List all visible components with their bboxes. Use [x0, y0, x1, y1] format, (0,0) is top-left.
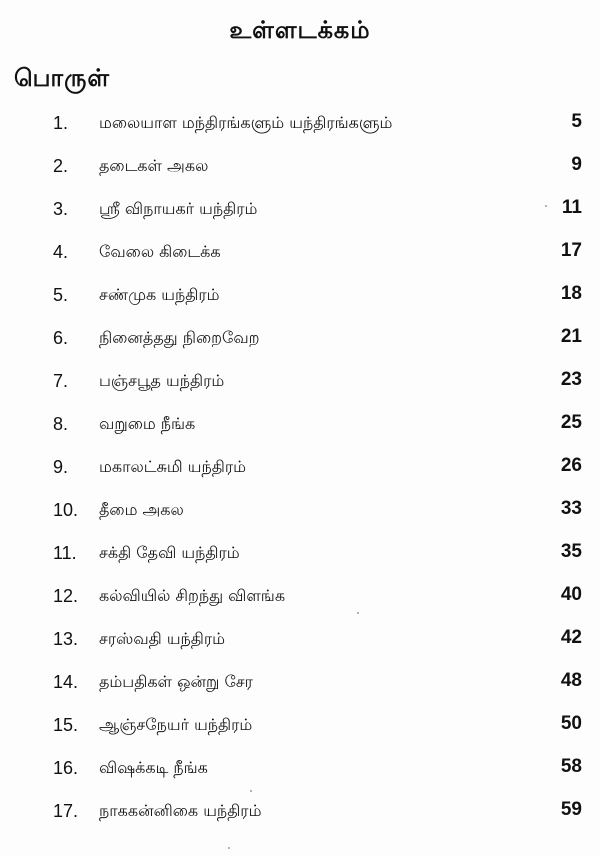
section-heading: பொருள்	[14, 64, 110, 92]
toc-entry	[0, 144, 600, 187]
page-title: உள்ளடக்கம்	[229, 16, 371, 44]
entry-title: விஷக்கடி நீங்க	[99, 758, 208, 777]
entry-number: 17.	[53, 801, 79, 821]
entry-number: 11.	[53, 543, 77, 563]
toc-entry	[0, 703, 600, 746]
entry-title: பஞ்சபூத யந்திரம்	[99, 371, 225, 390]
entry-page-number: 40	[560, 584, 582, 605]
entry-page-number: 23	[560, 369, 582, 390]
entry-page-number: 33	[560, 498, 582, 519]
toc-entry	[0, 746, 600, 789]
entry-page-number: 17	[560, 240, 582, 261]
toc-entry	[0, 230, 600, 273]
entry-page-number: 42	[560, 627, 582, 648]
toc-entry	[0, 273, 600, 316]
entry-page-number: 21	[560, 326, 582, 347]
entry-page-number: 26	[560, 455, 582, 476]
entry-number: 6.	[53, 328, 69, 348]
entry-page-number: 9	[571, 154, 582, 175]
entry-number: 14.	[53, 672, 79, 692]
print-speck	[357, 612, 359, 614]
entry-page-number: 11	[561, 197, 582, 218]
toc-entry	[0, 660, 600, 703]
entry-title: சக்தி தேவி யந்திரம்	[99, 543, 240, 562]
entry-number: 16.	[53, 758, 79, 778]
entry-title: வறுமை நீங்க	[99, 414, 196, 433]
entry-number: 9.	[53, 457, 69, 477]
entry-number: 3.	[53, 199, 69, 219]
toc-entry	[0, 617, 600, 660]
entry-page-number: 25	[560, 412, 582, 433]
entry-number: 2.	[53, 156, 69, 176]
entry-number: 5.	[53, 285, 69, 305]
print-speck	[545, 205, 547, 207]
entry-number: 7.	[53, 371, 69, 391]
toc-entry	[0, 789, 600, 832]
toc-entry	[0, 574, 600, 617]
entry-number: 1.	[53, 113, 69, 133]
entry-title: தம்பதிகள் ஒன்று சேர	[99, 672, 253, 691]
entry-number: 8.	[53, 414, 69, 434]
toc-entry	[0, 359, 600, 402]
toc-entry	[0, 488, 600, 531]
toc-entry	[0, 187, 600, 230]
print-speck	[228, 847, 230, 849]
entry-title: நாககன்னிகை யந்திரம்	[99, 801, 262, 820]
entry-page-number: 18	[560, 283, 582, 304]
entry-number: 15.	[53, 715, 79, 735]
entry-title: கல்வியில் சிறந்து விளங்க	[99, 586, 286, 605]
entry-title: தடைகள் அகல	[99, 156, 209, 175]
entry-title: சண்முக யந்திரம்	[99, 285, 220, 304]
entry-page-number: 58	[560, 756, 582, 777]
entry-page-number: 59	[560, 799, 582, 820]
entry-title: ஆஞ்சநேயர் யந்திரம்	[99, 715, 253, 734]
entry-title: வேலை கிடைக்க	[99, 242, 221, 261]
entry-title: தீமை அகல	[99, 500, 184, 519]
toc-entry	[0, 531, 600, 574]
toc-entry	[0, 445, 600, 488]
entry-title: ஸ்ரீ விநாயகர் யந்திரம்	[99, 199, 258, 218]
entry-title: நினைத்தது நிறைவேற	[99, 328, 260, 347]
entry-page-number: 50	[560, 713, 582, 734]
entry-page-number: 35	[560, 541, 582, 562]
entry-title: மகாலட்சுமி யந்திரம்	[99, 457, 246, 476]
table-of-contents	[0, 101, 600, 832]
entry-number: 10.	[53, 500, 79, 520]
entry-number: 4.	[53, 242, 69, 262]
entry-number: 12.	[53, 586, 79, 606]
toc-entry	[0, 402, 600, 445]
entry-number: 13.	[53, 629, 79, 649]
toc-entry	[0, 316, 600, 359]
toc-entry	[0, 101, 600, 144]
entry-page-number: 5	[571, 111, 582, 132]
entry-title: சரஸ்வதி யந்திரம்	[99, 629, 226, 648]
entry-title: மலையாள மந்திரங்களும் யந்திரங்களும்	[99, 113, 393, 132]
entry-page-number: 48	[560, 670, 582, 691]
print-speck	[250, 790, 252, 792]
